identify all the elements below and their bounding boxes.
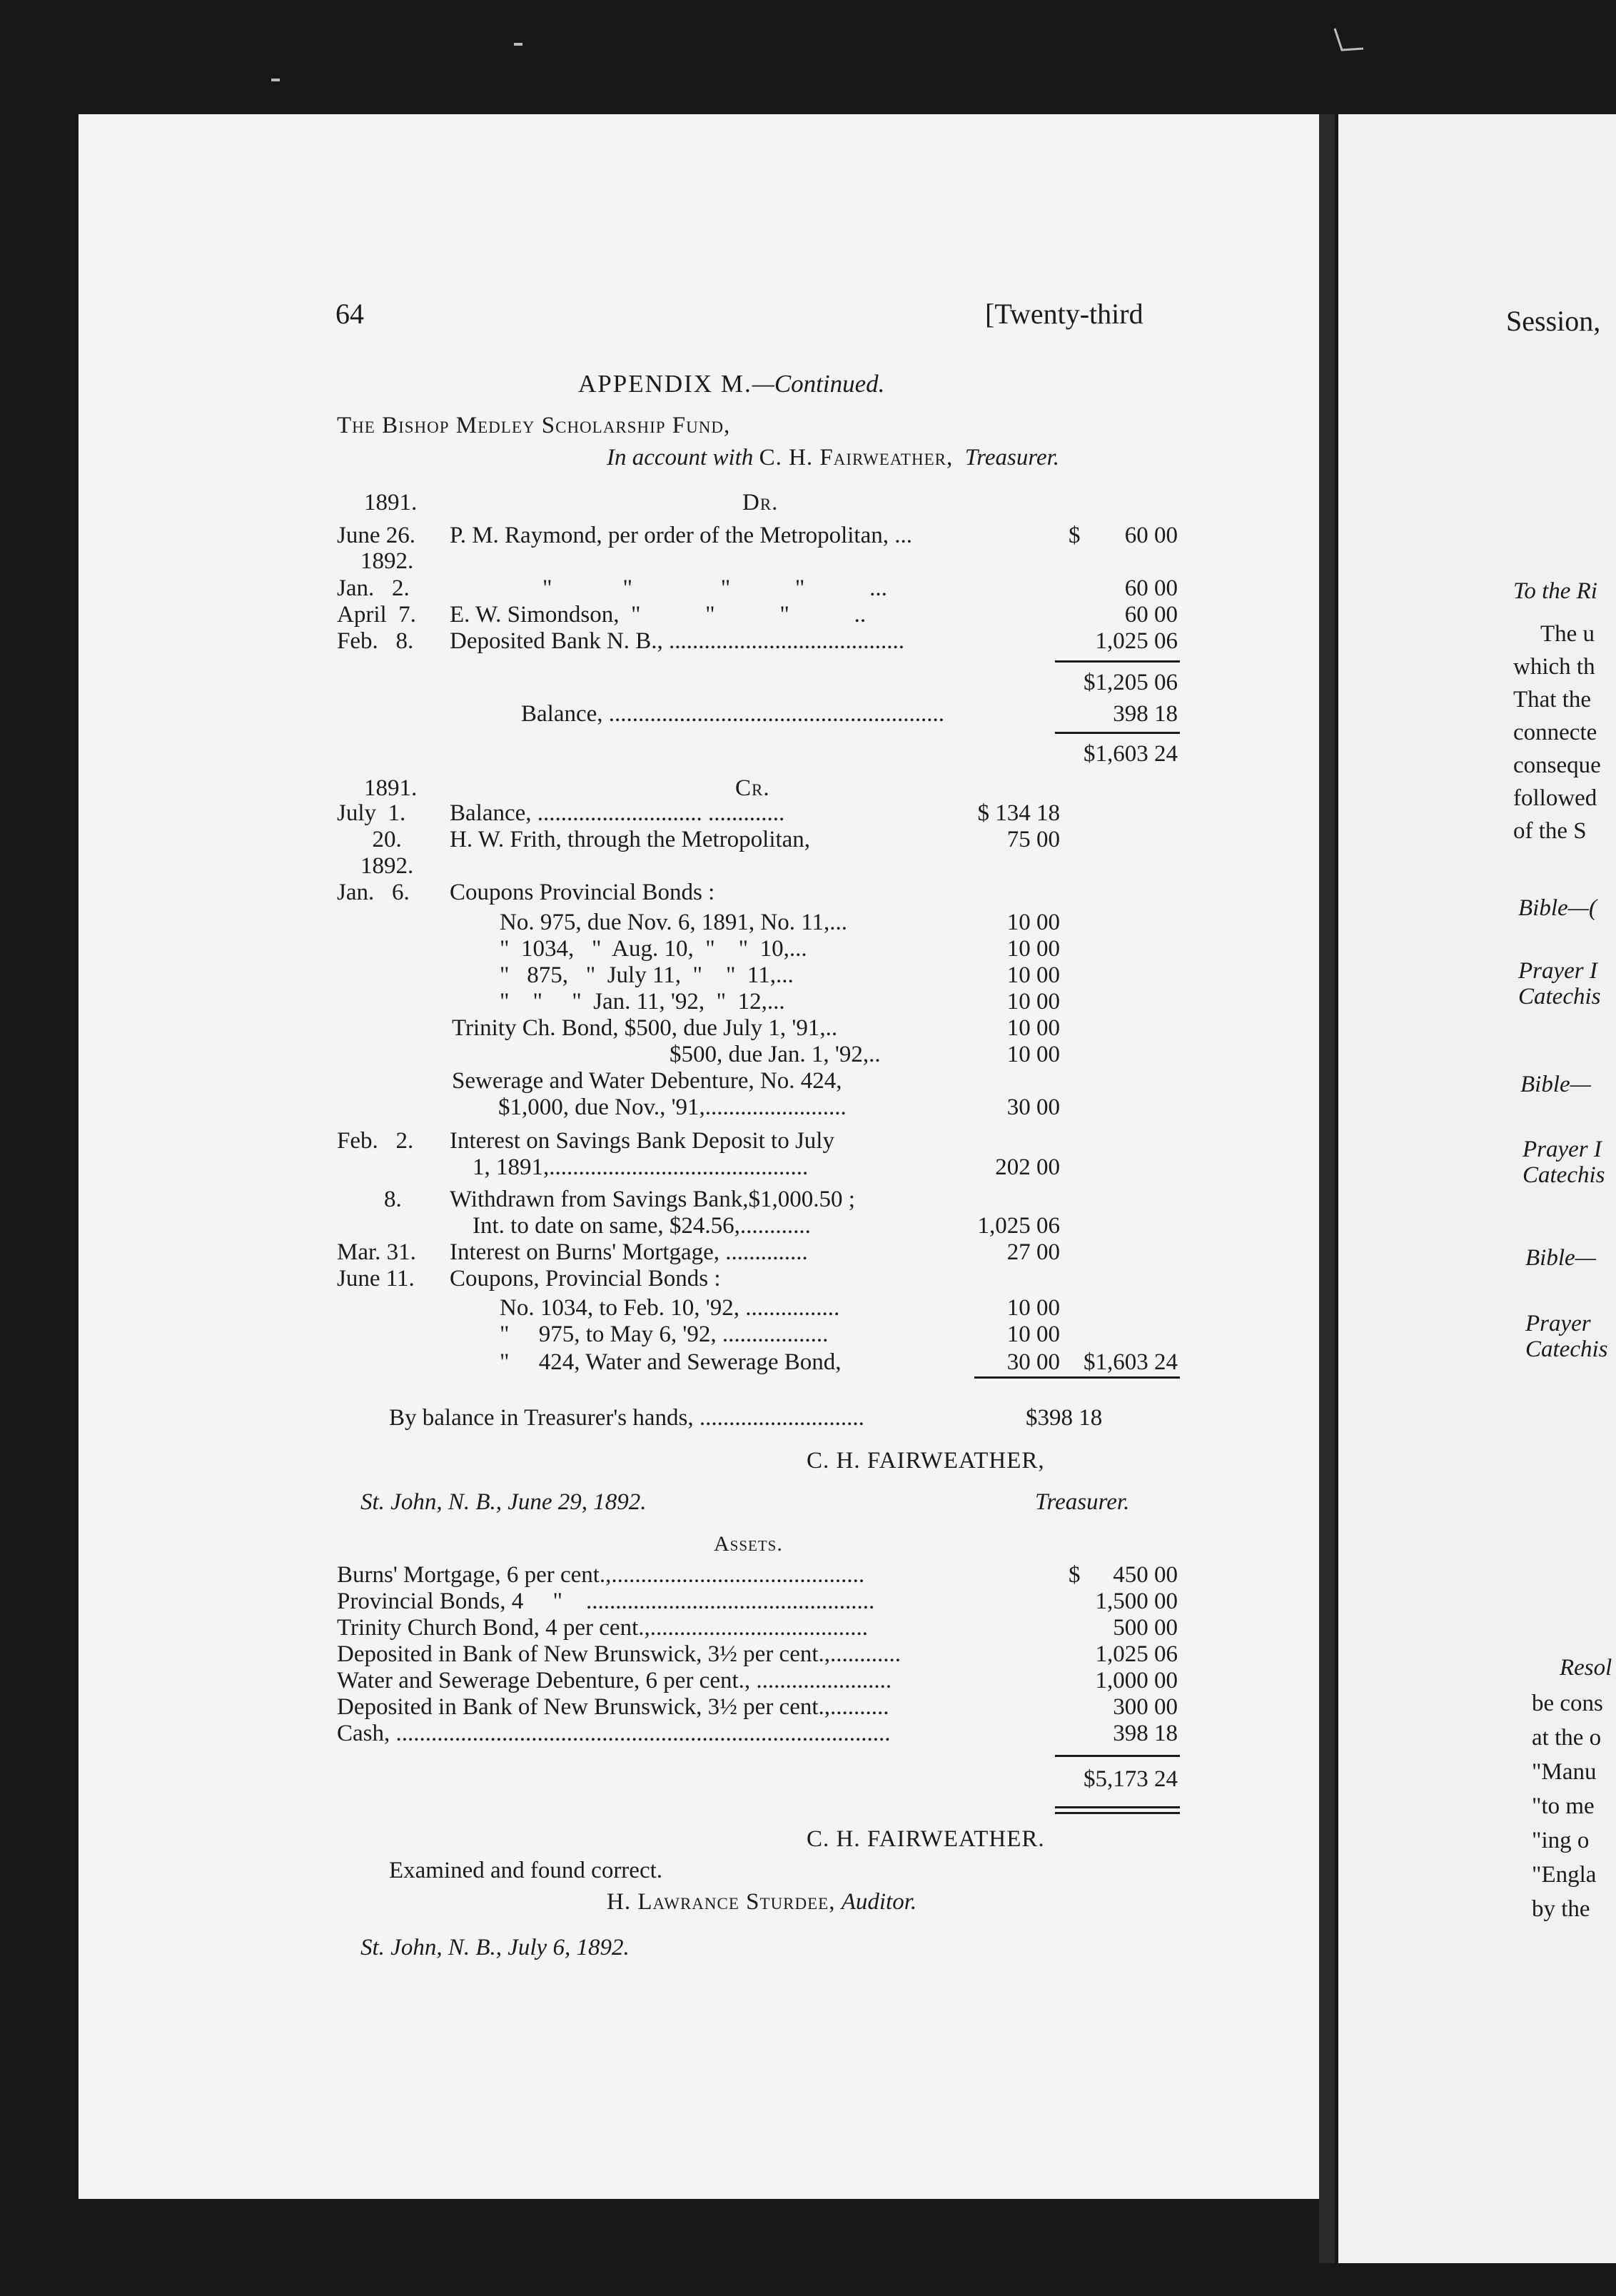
- debit-row-text: P. M. Raymond, per order of the Metropolitan, ...: [450, 523, 912, 548]
- facing-line: followed: [1513, 785, 1597, 811]
- debit-total: $1,603 24: [1084, 741, 1178, 767]
- facing-line: by the: [1532, 1896, 1590, 1922]
- facing-line: Catechis: [1522, 1162, 1605, 1188]
- credit-row-text: " 875, " July 11, " " 11,...: [500, 962, 794, 988]
- facing-line: connecte: [1513, 720, 1597, 745]
- debit-row-text: E. W. Simondson, " " " ..: [450, 602, 867, 628]
- asset-row-label: Trinity Church Bond, 4 per cent.,.....................................: [337, 1615, 868, 1641]
- assets-total: $5,173 24: [1084, 1766, 1178, 1792]
- account-prefix: In account with: [607, 445, 754, 470]
- debit-balance-amount: 398 18: [1113, 701, 1178, 727]
- facing-line: "Engla: [1532, 1862, 1597, 1888]
- facing-line: To the Ri: [1513, 578, 1597, 604]
- credit-row-text: No. 975, due Nov. 6, 1891, No. 11,...: [500, 910, 848, 935]
- credit-row-text: " 424, Water and Sewerage Bond,: [500, 1349, 842, 1375]
- facing-line: Prayer I: [1518, 958, 1597, 984]
- credit-row-amount: 10 00: [1006, 910, 1060, 935]
- assets-heading: Assets.: [714, 1532, 783, 1556]
- debit-row-amount: 60 00: [1124, 602, 1178, 628]
- credit-row-text: Int. to date on same, $24.56,............: [473, 1213, 811, 1239]
- credit-row-amount: 10 00: [1006, 989, 1060, 1014]
- asset-row-amount: 1,500 00: [1095, 1588, 1178, 1614]
- credit-row-date: July 1.: [337, 800, 406, 826]
- auditor-name: H. Lawrance Sturdee,: [607, 1889, 836, 1915]
- debit-row-date: April 7.: [337, 602, 416, 628]
- assets-total-rule: [1055, 1755, 1180, 1757]
- credit-row-text: Coupons, Provincial Bonds :: [450, 1266, 721, 1292]
- asset-row-amount: 1,000 00: [1095, 1668, 1178, 1693]
- credit-row-text: 1, 1891,............................................: [473, 1154, 809, 1180]
- credit-row-amount: $ 134 18: [977, 800, 1060, 826]
- facing-line: of the S: [1513, 818, 1587, 844]
- signature-title: Treasurer.: [1035, 1489, 1130, 1515]
- credit-total: $1,603 24: [1084, 1349, 1178, 1375]
- credit-row-text: " 975, to May 6, '92, ..................: [500, 1321, 829, 1347]
- asset-row-amount: 450 00: [1113, 1562, 1178, 1588]
- fund-name: The Bishop Medley Scholarship Fund,: [337, 413, 731, 438]
- facing-line: Prayer: [1525, 1311, 1591, 1336]
- credit-row-amount: 10 00: [1006, 962, 1060, 988]
- credit-row-text: Trinity Ch. Bond, $500, due July 1, '91,..: [452, 1015, 838, 1041]
- asset-row-label: Burns' Mortgage, 6 per cent.,...........................................: [337, 1562, 865, 1588]
- facing-line: "ing o: [1532, 1828, 1590, 1853]
- asset-row-label: Deposited in Bank of New Brunswick, 3½ per cent.,..........: [337, 1694, 889, 1720]
- debit-row-date: Feb. 8.: [337, 628, 414, 654]
- credit-row-text: Coupons Provincial Bonds :: [450, 880, 715, 905]
- scan-speck: [271, 79, 280, 81]
- credit-row-text: $500, due Jan. 1, '92,..: [670, 1042, 881, 1067]
- facing-line: Catechis: [1525, 1336, 1608, 1362]
- credit-row-amount: 202 00: [995, 1154, 1060, 1180]
- facing-line: Bible—: [1525, 1245, 1596, 1271]
- book-gutter: [1319, 114, 1335, 2263]
- credit-row-amount: 10 00: [1006, 936, 1060, 962]
- facing-line: That the: [1513, 687, 1592, 713]
- facing-line: Resol: [1560, 1655, 1612, 1681]
- credit-row-text: Withdrawn from Savings Bank,$1,000.50 ;: [450, 1187, 855, 1212]
- asset-row-label: Cash, ....................................................................................: [337, 1721, 891, 1746]
- credit-row-amount: 27 00: [1006, 1239, 1060, 1265]
- debit-row-amount: 60 00: [1124, 523, 1178, 548]
- facing-line: Bible—: [1520, 1072, 1591, 1097]
- facing-line: Catechis: [1518, 984, 1601, 1009]
- debit-year-1891: 1891.: [364, 490, 418, 515]
- fund-account-line: [607, 446, 1059, 470]
- appendix-title: [578, 371, 884, 396]
- asset-row-label: Water and Sewerage Debenture, 6 per cent., .......................: [337, 1668, 892, 1693]
- asset-row-label: Provincial Bonds, 4 " .................................................: [337, 1588, 875, 1614]
- right-page: [1338, 114, 1616, 2263]
- final-signature: C. H. FAIRWEATHER.: [807, 1826, 1045, 1852]
- credit-row-text: $1,000, due Nov., '91,........................: [498, 1094, 847, 1120]
- page-number: 64: [335, 298, 364, 330]
- facing-line: Prayer I: [1522, 1137, 1602, 1162]
- auditor-title: Auditor.: [841, 1889, 917, 1915]
- examined-line: Examined and found correct.: [389, 1858, 663, 1883]
- credit-row-amount: 30 00: [1006, 1349, 1060, 1375]
- treasurer-signature: C. H. FAIRWEATHER,: [807, 1448, 1045, 1474]
- treasurer-name: C. H. Fairweather,: [759, 445, 954, 470]
- credit-row-date: 8.: [337, 1187, 402, 1212]
- asset-row-amount: 1,025 06: [1095, 1641, 1178, 1667]
- appendix-continued: —Continued.: [752, 370, 885, 398]
- debit-row-date: Jan. 2.: [337, 575, 410, 601]
- signature-place-date: St. John, N. B., June 29, 1892.: [360, 1489, 647, 1515]
- credit-row-text: No. 1034, to Feb. 10, '92, ................: [500, 1295, 840, 1321]
- facing-line: be cons: [1532, 1691, 1603, 1716]
- facing-line: The u: [1540, 621, 1595, 647]
- credit-row-amount: 10 00: [1006, 1015, 1060, 1041]
- credit-row-date: Feb. 2.: [337, 1128, 414, 1154]
- credit-row-text: Sewerage and Water Debenture, No. 424,: [452, 1068, 842, 1094]
- debit-row-dollar: $: [1069, 523, 1081, 548]
- debit-year-1892: 1892.: [360, 548, 414, 574]
- closing-balance-amount: $398 18: [1026, 1405, 1103, 1431]
- credit-row-text: " 1034, " Aug. 10, " " 10,...: [500, 936, 807, 962]
- debit-subtotal: $1,205 06: [1084, 670, 1178, 695]
- asset-row-dollar: $: [1069, 1562, 1081, 1588]
- closing-balance-text: By balance in Treasurer's hands, ............................: [389, 1405, 864, 1431]
- auditor-line: [607, 1890, 916, 1914]
- facing-line: Bible—(: [1518, 895, 1597, 921]
- credit-row-amount: 1,025 06: [977, 1213, 1060, 1239]
- credit-row-text: Interest on Burns' Mortgage, ..............: [450, 1239, 808, 1265]
- credit-heading: Cr.: [735, 775, 770, 801]
- debit-row-text: " " " " ...: [542, 575, 887, 601]
- credit-row-date: Jan. 6.: [337, 880, 410, 905]
- asset-row-amount: 500 00: [1113, 1615, 1178, 1641]
- facing-line: which th: [1513, 654, 1595, 680]
- facing-line: conseque: [1513, 752, 1601, 778]
- debit-subtotal-rule: [1055, 660, 1180, 663]
- facing-running-head: Session,: [1506, 305, 1601, 337]
- credit-row-text: Balance, ............................ .............: [450, 800, 785, 826]
- debit-heading: Dr.: [742, 490, 779, 515]
- credit-row-date: June 11.: [337, 1266, 415, 1292]
- facing-line: "to me: [1532, 1793, 1595, 1819]
- asset-row-amount: 398 18: [1113, 1721, 1178, 1746]
- credit-row-text: Interest on Savings Bank Deposit to July: [450, 1128, 834, 1154]
- scan-speck: [514, 43, 522, 46]
- debit-row-amount: 1,025 06: [1095, 628, 1178, 654]
- credit-row-amount: 10 00: [1006, 1321, 1060, 1347]
- credit-row-amount: 10 00: [1006, 1042, 1060, 1067]
- facing-line: at the o: [1532, 1725, 1602, 1751]
- assets-double-rule-2: [1055, 1812, 1180, 1814]
- credit-row-amount: 10 00: [1006, 1295, 1060, 1321]
- debit-balance-label: Balance, .........................................................: [521, 701, 945, 727]
- facing-line: "Manu: [1532, 1759, 1597, 1785]
- asset-row-amount: 300 00: [1113, 1694, 1178, 1720]
- appendix-title-main: APPENDIX M.: [578, 370, 752, 398]
- debit-row-date: June 26.: [337, 523, 415, 548]
- assets-double-rule-1: [1055, 1806, 1180, 1808]
- debit-total-rule: [1055, 732, 1180, 734]
- credit-row-amount: 75 00: [1006, 827, 1060, 852]
- credit-row-date: Mar. 31.: [337, 1239, 416, 1265]
- credit-year-1891: 1891.: [364, 775, 418, 801]
- credit-row-text: " " " Jan. 11, '92, " 12,...: [500, 989, 785, 1014]
- treasurer-title: Treasurer.: [964, 445, 1060, 470]
- credit-year-1892: 1892.: [360, 853, 414, 879]
- asset-row-label: Deposited in Bank of New Brunswick, 3½ per cent.,............: [337, 1641, 902, 1667]
- debit-row-text: Deposited Bank N. B., ........................................: [450, 628, 905, 654]
- running-head: [Twenty-third: [985, 298, 1143, 330]
- credit-row-date: 20.: [337, 827, 402, 852]
- credit-row-amount: 30 00: [1006, 1094, 1060, 1120]
- auditor-place-date: St. John, N. B., July 6, 1892.: [360, 1935, 630, 1960]
- pencil-mark-icon: [1328, 21, 1370, 57]
- credit-total-rule: [974, 1376, 1180, 1379]
- credit-row-text: H. W. Frith, through the Metropolitan,: [450, 827, 811, 852]
- debit-row-amount: 60 00: [1124, 575, 1178, 601]
